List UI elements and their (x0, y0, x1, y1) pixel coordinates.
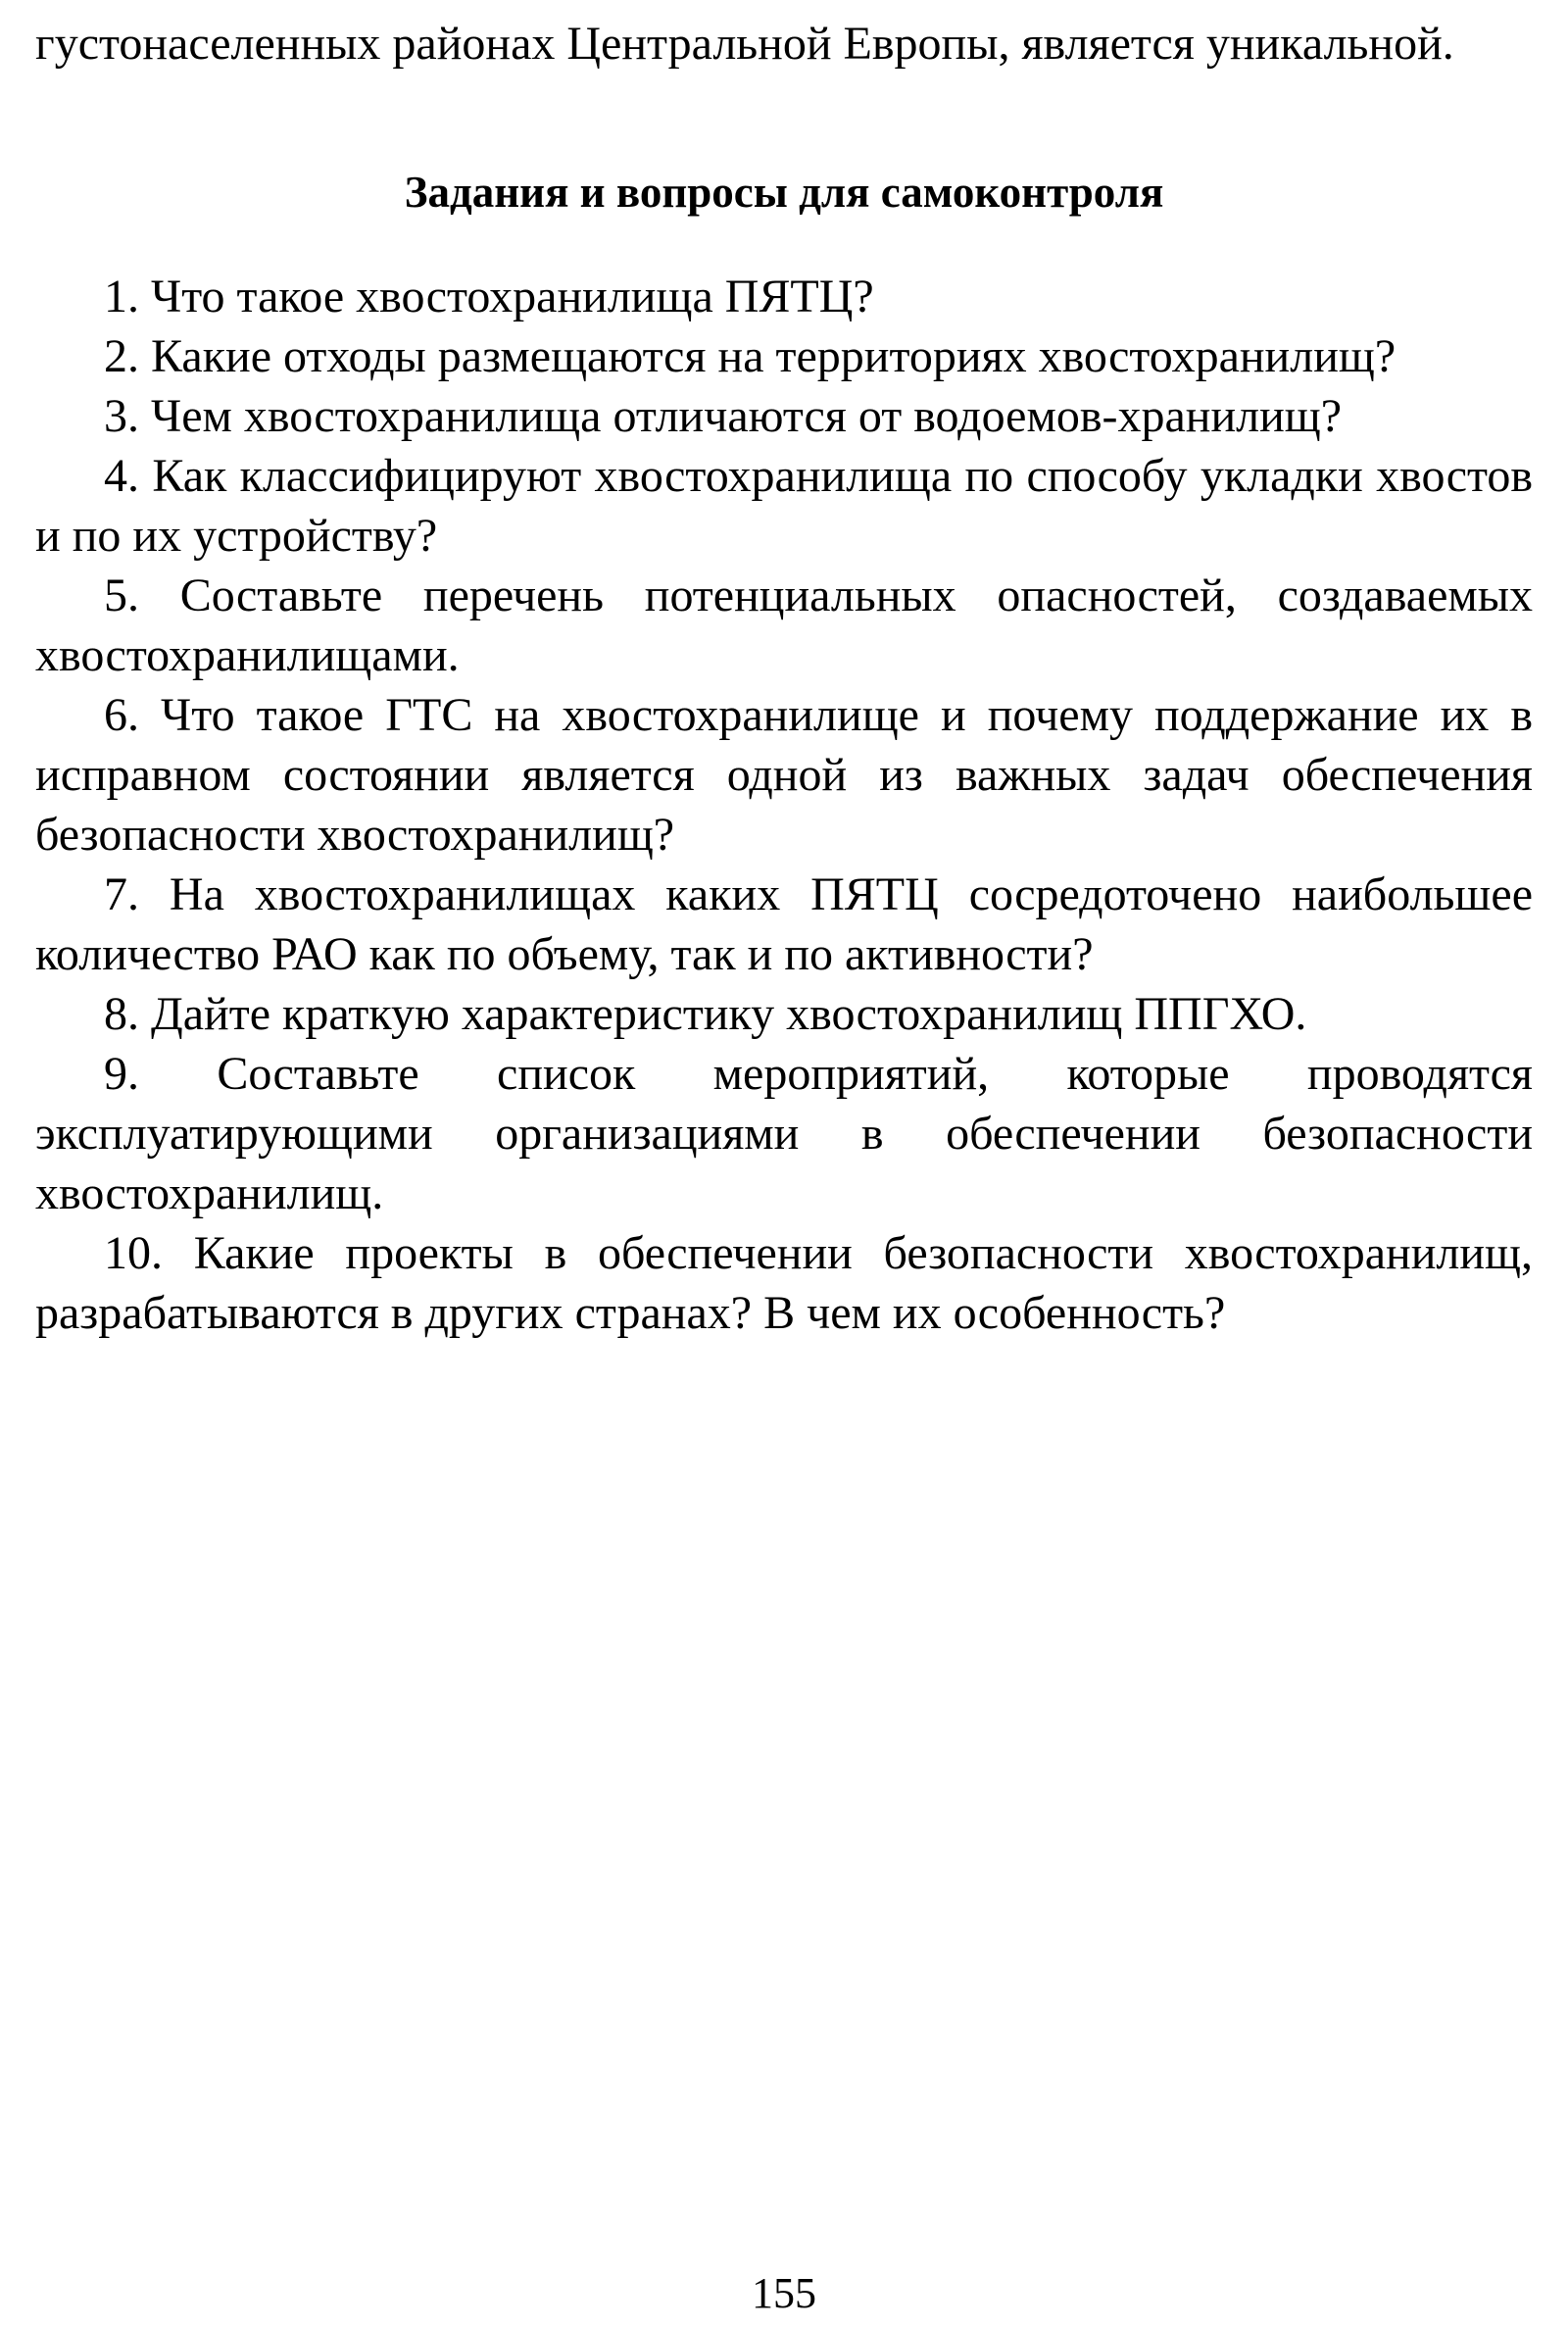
question-item: 1. Что такое хвостохранилища ПЯТЦ? (104, 271, 874, 322)
question-item: 6. Что такое ГТС на хвостохранилище и почему поддержание их в исправном состоянии является одной из важных задач обеспечения безопасности хвостохранилищ? (35, 689, 1533, 861)
question-item: 8. Дайте краткую характеристику хвостохранилищ ППГХО. (104, 988, 1307, 1040)
page-number: 155 (752, 2269, 816, 2317)
intro-paragraph: густонаселенных районах Центральной Европы, является уникальной. (35, 18, 1454, 70)
questions-list (35, 267, 1533, 1343)
question-item: 3. Чем хвостохранилища отличаются от водоемов-хранилищ? (104, 390, 1343, 442)
section-title: Задания и вопросы для самоконтроля (404, 168, 1164, 217)
question-item: 2. Какие отходы размещаются на территориях хвостохранилищ? (104, 330, 1396, 382)
question-item: 9. Составьте список мероприятий, которые проводятся эксплуатирующими организациями в обеспечении безопасности хвостохранилищ. (35, 1048, 1533, 1219)
page-content (35, 14, 1533, 1343)
question-item: 4. Как классифицируют хвостохранилища по способу укладки хвостов и по их устройству? (35, 450, 1533, 562)
question-item: 5. Составьте перечень потенциальных опасностей, создаваемых хвостохранилищами. (35, 569, 1533, 681)
question-item: 7. На хвостохранилищах каких ПЯТЦ сосредоточено наибольшее количество РАО как по объему, так и по активности? (35, 868, 1533, 980)
question-item: 10. Какие проекты в обеспечении безопасности хвостохранилищ, разрабатываются в других странах? В чем их особенность? (35, 1227, 1533, 1339)
